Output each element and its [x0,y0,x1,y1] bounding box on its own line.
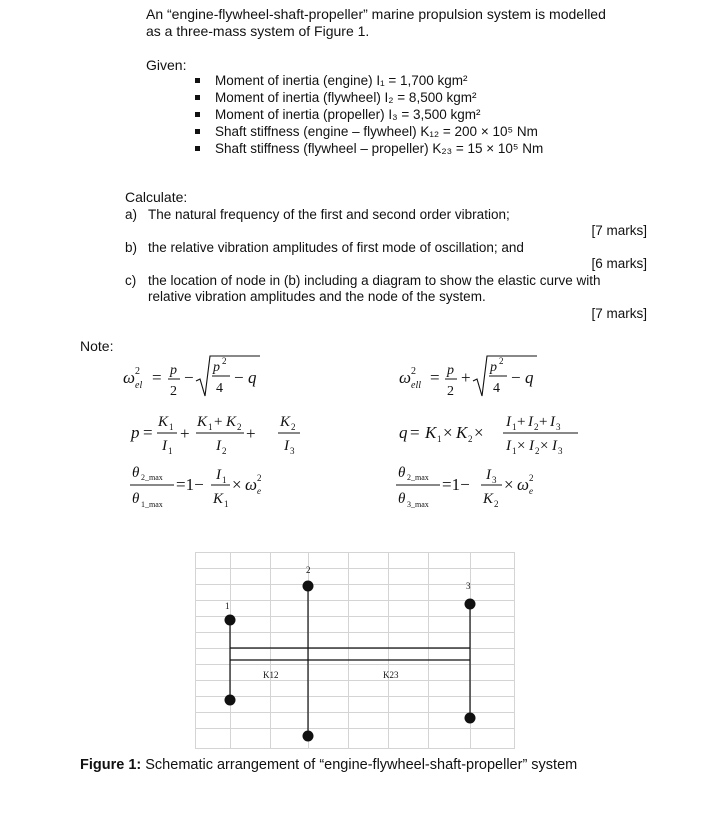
svg-text:−: − [511,368,521,387]
svg-text:3: 3 [492,475,497,485]
svg-text:p: p [170,363,177,378]
svg-text:3: 3 [556,422,561,432]
mass-1-top [225,615,236,626]
svg-text:+: + [214,414,223,430]
svg-text:ω: ω [517,475,530,494]
svg-text:q: q [399,423,408,442]
svg-text:2_max: 2_max [141,473,163,482]
svg-text:2: 2 [135,366,140,377]
intro-line-2: as a three-mass system of Figure 1. [146,23,370,39]
svg-text:×: × [504,475,514,494]
svg-text:I: I [216,438,221,454]
svg-text:1: 1 [437,434,442,444]
svg-text:I: I [506,414,511,430]
svg-text:θ: θ [132,465,140,481]
svg-text:K: K [483,491,494,507]
svg-text:3_max: 3_max [407,500,429,509]
k23-label: K23 [383,670,399,680]
bullet-icon [195,129,200,134]
svg-text:p: p [490,360,497,375]
svg-text:1_max: 1_max [141,500,163,509]
mass-2-label: 2 [306,565,311,575]
mass-3-bottom [465,713,476,724]
mass-3-top [465,599,476,610]
svg-text:=1−: =1− [442,475,470,494]
svg-text:2: 2 [411,366,416,377]
svg-text:q: q [248,368,257,387]
svg-text:2: 2 [535,446,540,456]
bullet-icon [195,146,200,151]
question-c: c) the location of node in (b) including a diagram to show the elastic curve with [125,273,601,288]
marks-a: [7 marks] [591,223,647,238]
svg-text:2: 2 [291,422,296,432]
svg-text:2: 2 [534,422,539,432]
svg-text:θ: θ [132,491,140,507]
svg-text:p: p [131,423,140,442]
svg-text:+: + [517,414,526,430]
calculate-label: Calculate: [125,189,188,205]
mass-2-bottom [303,731,314,742]
svg-text:−: − [234,368,244,387]
svg-text:K: K [158,414,169,430]
given-item: Moment of inertia (propeller) I₃ = 3,500 kgm² [193,106,543,123]
question-a: a) The natural frequency of the first and second order vibration; [125,207,510,222]
formula-text-alt [0,0,1,1]
svg-text:1: 1 [512,446,517,456]
svg-text:×: × [474,423,484,442]
formula-omega-ell [399,356,537,399]
svg-text:2: 2 [468,434,473,444]
svg-text:I: I [552,438,557,454]
formula-ratio-2 [396,465,534,509]
svg-text:K: K [280,414,291,430]
svg-text:1: 1 [208,422,213,432]
mass-2-top [303,581,314,592]
svg-text:p: p [213,360,220,375]
formula-block [110,350,630,520]
mass-1-label: 1 [225,601,230,611]
svg-text:K: K [213,491,224,507]
formula-ratio-1 [130,465,262,509]
svg-text:K: K [226,414,237,430]
svg-text:1: 1 [168,446,173,456]
svg-text:=: = [152,368,162,387]
given-item: Moment of inertia (flywheel) I₂ = 8,500 kgm² [193,89,543,106]
svg-text:=: = [430,368,440,387]
svg-text:I: I [486,467,491,483]
svg-text:I: I [529,438,534,454]
svg-text:I: I [284,438,289,454]
svg-text:2: 2 [529,473,534,483]
svg-text:3: 3 [290,446,295,456]
given-label: Given: [146,57,187,73]
svg-text:4: 4 [216,381,223,396]
bullet-icon [195,78,200,83]
svg-text:+: + [246,424,256,443]
marks-c: [7 marks] [591,306,647,321]
marks-b: [6 marks] [591,256,647,271]
shaft-lines [230,586,470,736]
svg-text:ω: ω [399,368,412,387]
svg-text:2: 2 [170,384,177,399]
svg-text:−: − [184,368,194,387]
svg-text:I: I [528,414,533,430]
intro-line-1: An “engine-flywheel-shaft-propeller” marine propulsion system is modelled [146,6,606,22]
svg-text:×: × [540,438,549,454]
bullet-icon [195,112,200,117]
svg-text:2: 2 [499,356,504,366]
svg-text:=1−: =1− [176,475,204,494]
svg-text:=: = [410,423,420,442]
svg-text:2: 2 [494,499,499,509]
question-b: b) the relative vibration amplitudes of first mode of oscillation; and [125,240,524,255]
svg-text:I: I [162,438,167,454]
svg-text:θ: θ [398,491,406,507]
svg-text:I: I [216,467,221,483]
svg-text:2: 2 [222,356,227,366]
formula-q [399,414,578,456]
svg-text:K: K [425,423,437,442]
mass-dots [225,581,476,742]
svg-text:+: + [461,368,471,387]
given-item: Shaft stiffness (flywheel – propeller) K₂₃ = 15 × 10⁵ Nm [193,140,543,157]
svg-text:1: 1 [169,422,174,432]
svg-text:e: e [257,486,261,496]
question-c-line2: relative vibration amplitudes and the node of the system. [148,289,486,304]
svg-text:1: 1 [512,422,517,432]
svg-text:e: e [529,486,533,496]
figure-caption: Figure 1: Schematic arrangement of “engine-flywheel-shaft-propeller” system [80,757,578,773]
mass-1-bottom [225,695,236,706]
svg-text:ell: ell [411,380,421,391]
svg-text:K: K [197,414,208,430]
svg-text:×: × [443,423,453,442]
formula-omega-el [123,356,260,399]
svg-text:1: 1 [224,499,229,509]
svg-text:2_max: 2_max [407,473,429,482]
svg-text:×: × [517,438,526,454]
svg-text:+: + [180,424,190,443]
svg-text:q: q [525,368,534,387]
given-item: Shaft stiffness (engine – flywheel) K₁₂ = 200 × 10⁵ Nm [193,123,543,140]
note-label: Note: [80,338,114,354]
svg-text:I: I [550,414,555,430]
svg-text:+: + [539,414,548,430]
svg-text:3: 3 [558,446,563,456]
svg-text:=: = [143,423,153,442]
problem-intro [146,6,666,40]
svg-text:p: p [447,363,454,378]
k12-label: K12 [263,670,279,680]
svg-text:2: 2 [237,422,242,432]
svg-text:θ: θ [398,465,406,481]
svg-text:el: el [135,380,143,391]
svg-text:2: 2 [447,384,454,399]
svg-text:ω: ω [245,475,258,494]
formula-p [130,414,300,456]
svg-text:1: 1 [222,475,227,485]
svg-text:K: K [456,423,468,442]
given-list [193,72,543,157]
mass-3-label: 3 [466,581,471,591]
svg-text:2: 2 [222,446,227,456]
figure-diagram [195,552,515,752]
svg-text:2: 2 [257,473,262,483]
bullet-icon [195,95,200,100]
svg-text:I: I [506,438,511,454]
svg-text:×: × [232,475,242,494]
svg-text:4: 4 [493,381,500,396]
svg-text:ω: ω [123,368,136,387]
given-item: Moment of inertia (engine) I₁ = 1,700 kgm² [193,72,543,89]
